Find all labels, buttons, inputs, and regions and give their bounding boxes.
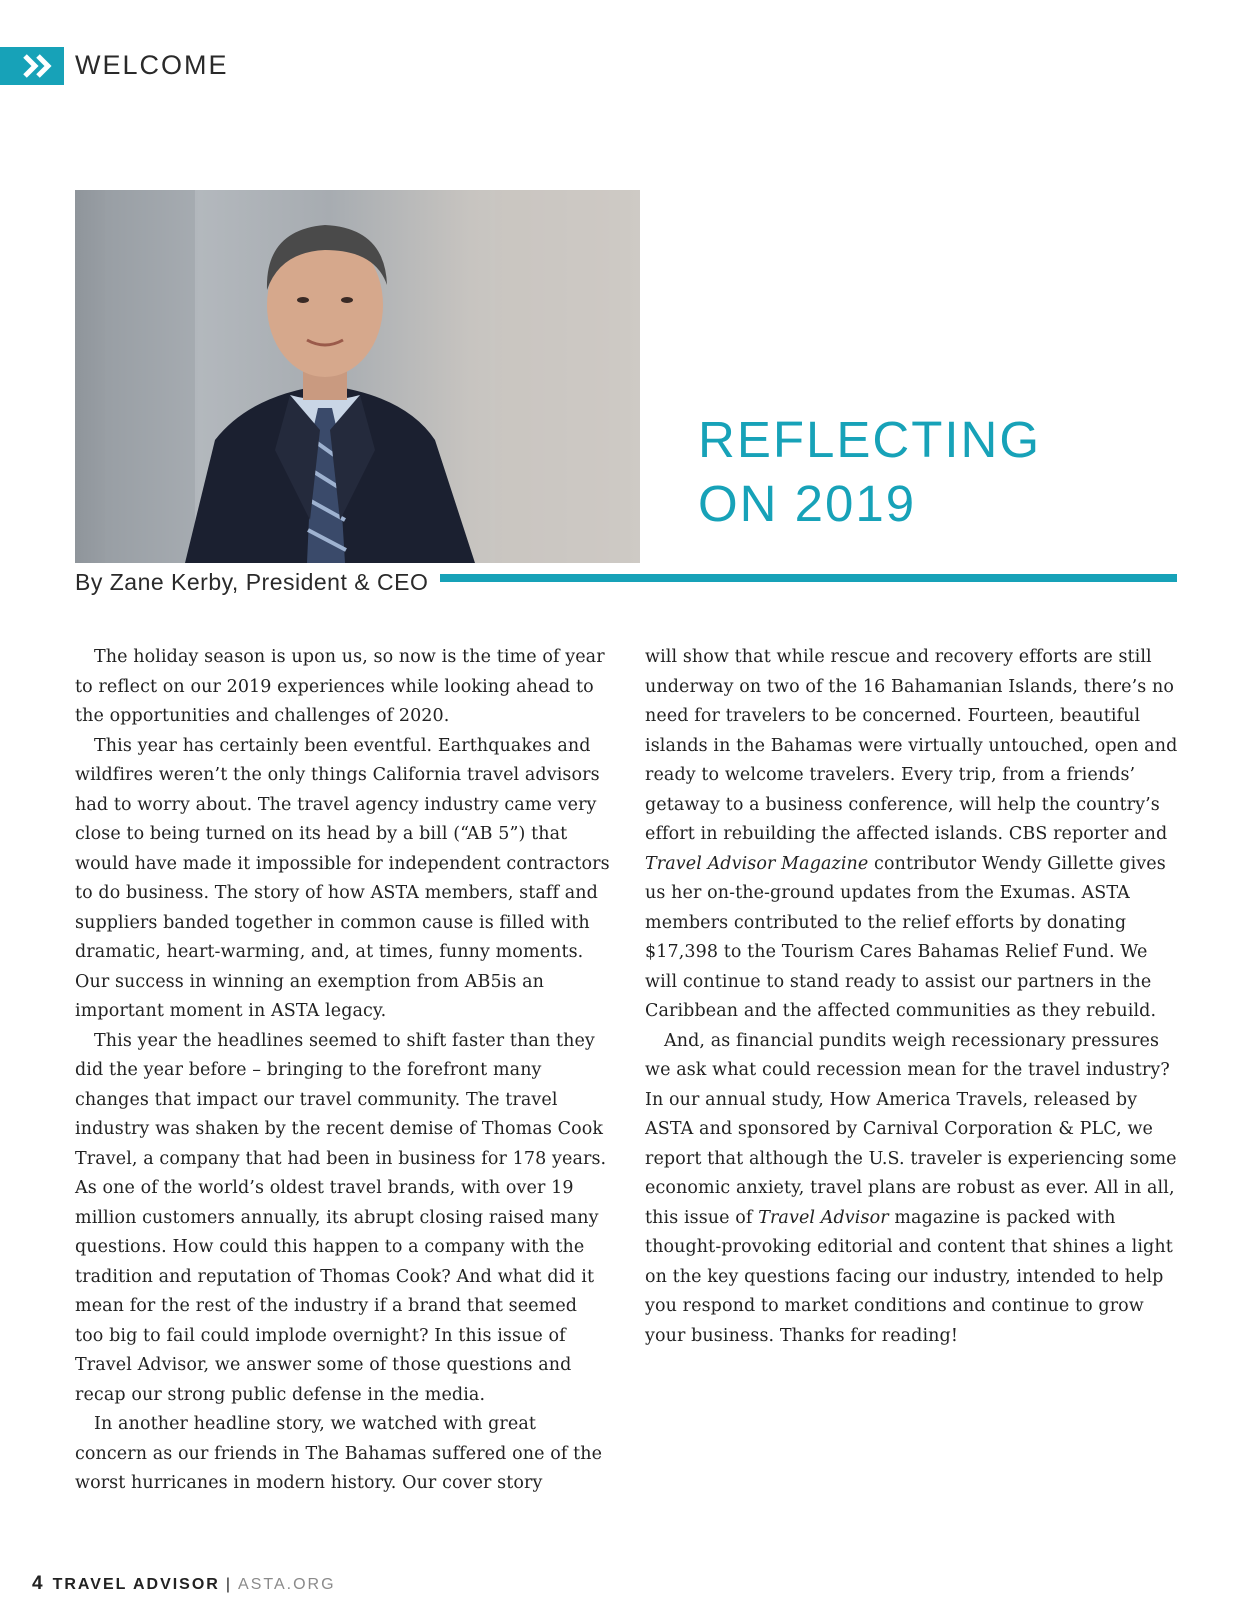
page-footer bbox=[32, 1573, 336, 1595]
section-tab bbox=[0, 47, 64, 85]
paragraph bbox=[645, 1027, 1185, 1352]
publication-title: Travel Advisor Magazine bbox=[645, 853, 869, 874]
double-chevron-right-icon bbox=[22, 54, 56, 78]
section-label: WELCOME bbox=[75, 50, 229, 80]
paragraph-text: And, as financial pundits weigh recessionary pressures we ask what could recession mean for the travel industry? In our annual study, How America Travels, released by ASTA and sponsored by Carnival Corporation & PLC, we report that although the U.S. traveler is experiencing some economic anxiety, travel plans are robust as ever. All in all, this issue of bbox=[645, 1030, 1177, 1228]
paragraph: This year the headlines seemed to shift faster than they did the year before – bringing to the forefront many changes that impact our travel community. The travel industry was shaken by the recent demise of Thomas Cook Travel, a company that had been in business for 178 years. As one of the world’s oldest travel brands, with over 19 million customers annually, its abrupt closing raised many questions. How could this happen to a company with the tradition and reputation of Thomas Cook? And what did it mean for the rest of the industry if a brand that seemed too big to fail could implode overnight? In this issue of Travel Advisor, we answer some of those questions and recap our strong public defense in the media. bbox=[75, 1030, 607, 1405]
portrait-photo bbox=[75, 190, 640, 563]
right-column bbox=[645, 643, 1185, 1351]
paragraph: In another headline story, we watched with great concern as our friends in The Bahamas suffered one of the worst hurricanes in modern history. Our cover story bbox=[75, 1414, 603, 1493]
publication-name: TRAVEL ADVISOR bbox=[52, 1576, 220, 1593]
paragraph: This year has certainly been eventful. Earthquakes and wildfires weren’t the only things California travel advisors had to worry about. The travel agency industry came very close to being turned on its head by a bill (“AB 5”) that would have made it impossible for independent contractors to do business. The story of how ASTA members, staff and suppliers banded together in common cause is filled with dramatic, heart-warming, and, at times, funny moments. Our success in winning an exemption from AB5is an important moment in ASTA legacy. bbox=[75, 735, 610, 1021]
paragraph-text: magazine is packed with thought-provoking editorial and content that shines a light on the key questions facing our industry, intended to help you respond to market conditions and continue to grow your business. Thanks for reading! bbox=[645, 1207, 1173, 1346]
accent-rule bbox=[440, 574, 1177, 582]
publication-title: Travel Advisor bbox=[758, 1207, 889, 1228]
paragraph-text: contributor Wendy Gillette gives us her on-the-ground updates from the Exumas. ASTA members contributed to the relief efforts by donating $17,398 to the Tourism Cares Bahamas Relief Fund. We will continue to stand ready to assist our partners in the Caribbean and the affected communities as they rebuild. bbox=[645, 853, 1166, 1021]
website-link[interactable]: ASTA.ORG bbox=[238, 1576, 336, 1593]
paragraph bbox=[645, 643, 1185, 1027]
paragraph-text: will show that while rescue and recovery efforts are still underway on two of the 16 Bahamanian Islands, there’s no need for travelers to be concerned. Fourteen, beautiful islands in the Bahamas were virtually untouched, open and ready to welcome travelers. Every trip, from a friends’ getaway to a business conference, will help the country’s effort in rebuilding the affected islands. CBS reporter and bbox=[645, 647, 1178, 844]
byline: By Zane Kerby, President & CEO bbox=[75, 569, 429, 595]
headline-line-2: ON 2019 bbox=[698, 475, 917, 532]
article-headline bbox=[698, 408, 1041, 536]
footer-separator: | bbox=[225, 1576, 233, 1593]
paragraph: The holiday season is upon us, so now is the time of year to reflect on our 2019 experiences while looking ahead to the opportunities and challenges of 2020. bbox=[75, 647, 605, 726]
page-number: 4 bbox=[32, 1573, 43, 1594]
headline-line-1: REFLECTING bbox=[698, 411, 1042, 468]
left-column bbox=[75, 643, 610, 1499]
